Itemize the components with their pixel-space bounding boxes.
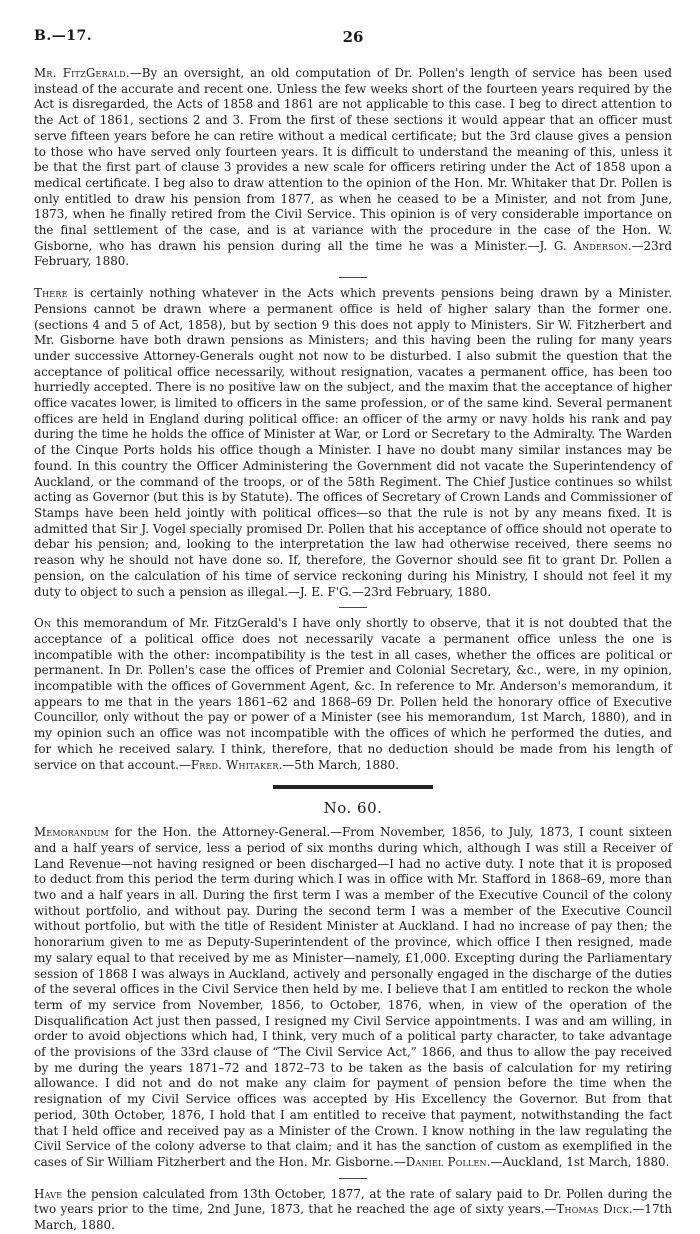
paragraph-fitzgerald-anderson	[34, 66, 672, 270]
paragraph-text: is certainly nothing whatever in the Acts which prevents pensions being drawn by a Minister. Pensions cannot be drawn where a permanent office is held of higher salary than the former one. (sections 4 and 5 of Act, 1858), but by section 9 this does not apply to Ministers. Sir W. Fitzherbert and Mr. Gisborne have both drawn pensions as Ministers; and this having been the ruling for many years under successive Attorney-Generals ought not now to be disturbed. I also submit the question that the acceptance of political office necessarily, without resignation, vacates a permanent office, has been too hurriedly accepted. There is no positive law on the subject, and the maxim that the acceptance of higher office vacates lower, is limited to officers in the same profession, or of the same kind. Several permanent offices are held in England during political office: an officer of the army or navy holds his rank and pay during the time he holds the office of Minister at War, or Lord or Secretary to the Admiralty. The Warden of the Cinque Ports holds his office though a Minister. I have no doubt many similar instances may be found. In this country the Officer Administering the Government did not vacate the Superintendency of Auckland, or the command of the troops, or of the 58th Regiment. The Chief Justice continues so whilst acting as Governor (but this is by Statute). The offices of Secretary of Crown Lands and Commissioner of Stamps have been held jointly with political offices—so that the rule is not by any means fixed. It is admitted that Sir J. Vogel specially promised Dr. Pollen that his acceptance of office should not operate to debar his pension; and, looking to the interpretation the law had otherwise received, there seems no reason why he should not have done so. If, therefore, the Governor should see fit to grant Dr. Pollen a pension, on the calculation of his time of service reckoning during his Ministry, I should not feel it my duty to object to such a pension as illegal.—J. E. F'G.—23rd February, 1880.	[34, 286, 672, 599]
section-heading: No. 60.	[323, 799, 383, 818]
document-body	[34, 66, 672, 1234]
signature: Daniel Pollen	[405, 1155, 487, 1169]
paragraph-lead: On	[34, 616, 52, 631]
signature-date: .—Auckland, 1st March, 1880.	[486, 1155, 670, 1169]
paragraph-text: the pension calculated from 13th October, 1877, at the rate of salary paid to Dr. Pollen during the two years prior to the time, 2nd June, 1873, that he reached the age of sixty years.—	[34, 1186, 672, 1217]
signature: Fred. Whitaker	[190, 757, 279, 772]
paragraph-whitaker	[34, 616, 672, 773]
document-reference: B.—17.	[34, 28, 93, 44]
paragraph-lead: Have	[34, 1186, 63, 1201]
signature-date: .—17th March, 1880.	[34, 1202, 672, 1233]
paragraph-text: for the Hon. the Attorney-General.—From November, 1856, to July, 1873, I count sixteen and a half years of service, less a period of six months during which, although I was still a Receiver of Land Revenue—not having resigned or been discharged—I had no active duty. I note that it is proposed to deduct from this period the term during which I was in office with Mr. Stafford in 1868–69, more than two and a half years in all. During the first term I was a member of the Executive Council of the colony without portfolio, and without pay. During the second term I was a member of the Executive Council without portfolio, but with the title of Resident Minister at Auckland. I had no increase of pay then; the honorarium given to me as Deputy-Superintendent of the province, which office I then resigned, made my salary equal to that received by me as Minister—namely, £1,000. Excepting during the Parliamentary session of 1868 I was always in Auckland, actively and personally engaged in the discharge of the duties of the several offices in the Civil Service then held by me. I believe that I am entitled to reckon the whole term of my service from November, 1856, to October, 1876, when, in view of the operation of the Disqualification Act just then passed, I resigned my Civil Service appointments. I was and am willing, in order to avoid objections which had, I think, very much of a political party character, to take advantage of the provisions of the 33rd clause of “The Civil Service Act,” 1866, and thus to allow the pay received by me during the years 1871–72 and 1872–73 to be taken as the basis of calculation for my retiring allowance. I did not and do not make any claim for payment of pension before the time when the resignation of my Civil Service offices was accepted by His Excellency the Governor. But from that period, 30th October, 1876, I hold that I am entitled to receive that payment, notwithstanding the fact that I held office and received pay as a Minister of the Crown. I know nothing in the law regulating the Civil Service of the colony adverse to that claim; and it has the sanction of custom as exemplified in the cases of Sir William Fitzherbert and the Hon. Mr. Gisborne.—	[34, 825, 672, 1169]
page-number: 26	[342, 28, 364, 46]
paragraph-pollen-memorandum	[34, 825, 672, 1170]
paragraph-lead: Memorandum	[34, 825, 109, 840]
paragraph-dick	[34, 1187, 672, 1234]
paragraph-lead: Mr. FitzGerald.	[34, 66, 130, 80]
signature: Anderson	[573, 238, 628, 253]
separator-rule	[339, 607, 367, 608]
signature-date: .—23rd February, 1880.	[34, 238, 672, 269]
section-divider	[273, 785, 433, 789]
paragraph-fitzgerald-memo	[34, 286, 672, 600]
paragraph-lead: There	[34, 286, 68, 301]
signature: Thomas Dick	[556, 1202, 629, 1217]
paragraph-text: this memorandum of Mr. FitzGerald's I have only shortly to observe, that it is not doubted that the acceptance of a political office does not necessarily vacate a permanent office unless the one is incompatible with the other: incompatibility is the test in all cases, whether the offices are political or permanent. In Dr. Pollen's case the offices of Premier and Colonial Secretary, &c., were, in my opinion, incompatible with the offices of Government Agent, &c. In reference to Mr. Anderson's memorandum, it appears to me that in the years 1861–62 and 1868–69 Dr. Pollen held the honorary office of Executive Councillor, only without the pay or power of a Minister (see his memorandum, 1st March, 1880), and in my opinion such an office was not incompatible with the offices of which he performed the duties, and for which he received salary. I think, therefore, that no deduction should be made from his length of service on that account.—	[34, 616, 672, 772]
separator-rule	[339, 277, 367, 278]
page-header	[34, 28, 672, 48]
signature-date: .—5th March, 1880.	[278, 757, 399, 772]
paragraph-text: —By an oversight, an old computation of Dr. Pollen's length of service has been used instead of the accurate and recent one. Unless the few weeks short of the fourteen years required by the Act is disregarded, the Acts of 1858 and 1861 are not applicable to this case. I beg to direct attention to the Act of 1861, sections 2 and 3. From the first of these sections it would appear that an officer must serve fifteen years before he can retire without a medical certificate; but the 3rd clause gives a pension to those who have served only fourteen years. It is difficult to understand the meaning of this, unless it be that the first part of clause 3 provides a new scale for officers retiring under the Act of 1858 upon a medical certificate. I beg also to draw attention to the opinion of the Hon. Mr. Whitaker that Dr. Pollen is only entitled to draw his pension from 1877, as when he ceased to be a Minister, and not from June, 1873, when he finally retired from the Civil Service. This opinion is of very considerable importance on the final settlement of the case, and is at variance with the procedure in the case of the Hon. W. Gisborne, who has drawn his pension during all the time he was a Minister.—J. G.	[34, 66, 672, 253]
separator-rule	[339, 1178, 367, 1179]
